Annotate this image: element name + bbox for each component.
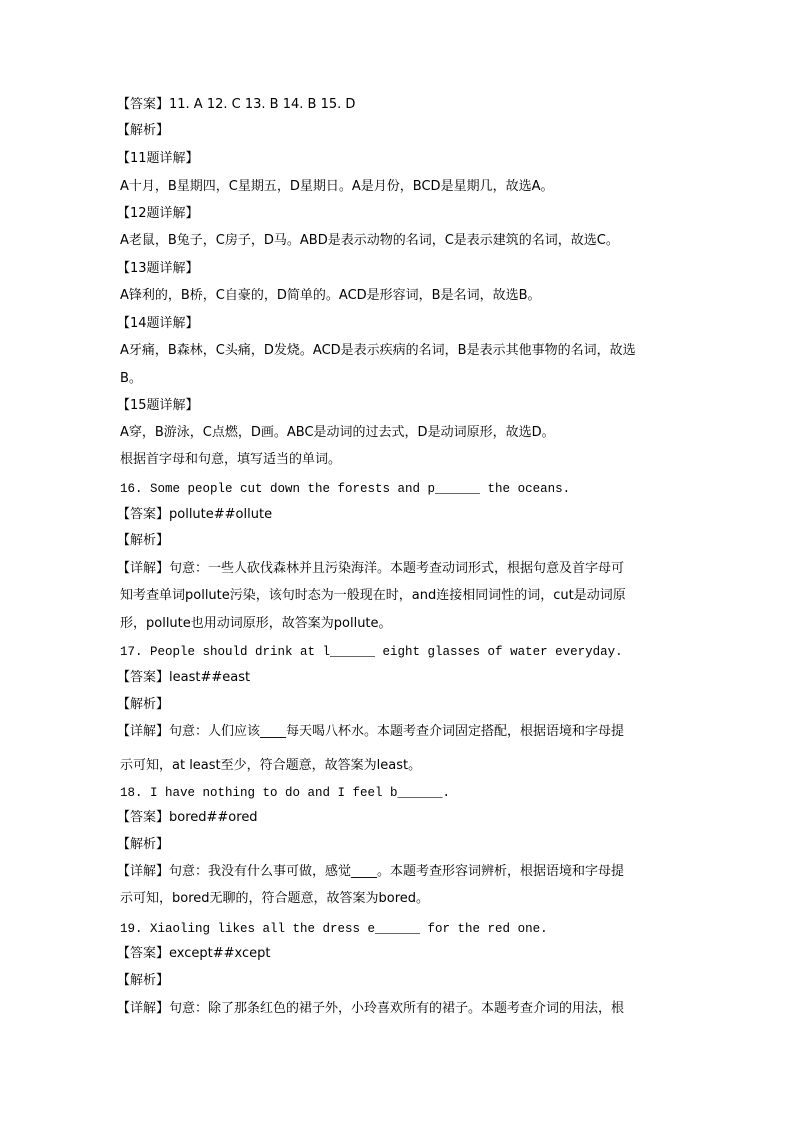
q14-text-line2: B。 xyxy=(120,371,142,386)
q12-heading: 【12题详解】 xyxy=(117,206,199,221)
q16-detail-line1: 【详解】句意：一些人砍伐森林并且污染海洋。本题考查动词形式，根据句意及首字母可 xyxy=(117,561,625,576)
q17-answer: 【答案】least##east xyxy=(117,670,251,685)
q14-text-line1: A牙痛，B森林，C头痛，D发烧。ACD是表示疾病的名词，B是表示其他事物的名词，故选 xyxy=(120,343,636,358)
analysis-label: 【解析】 xyxy=(117,123,170,138)
q17-detail-line1: 【详解】句意：人们应该____每天喝八杯水。本题考查介词固定搭配，根据语境和字母提 xyxy=(117,724,625,739)
q12-text: A老鼠，B兔子，C房子，D马。ABD是表示动物的名词，C是表示建筑的名词，故选C。 xyxy=(120,233,619,248)
q19-answer: 【答案】except##xcept xyxy=(117,946,271,961)
q15-text: A穿，B游泳，C点燃，D画。ABC是动词的过去式，D是动词原形，故选D。 xyxy=(120,425,555,440)
q19-question: 19. Xiaoling likes all the dress e______ for the red one. xyxy=(120,922,548,936)
q16-question: 16. Some people cut down the forests and p______ the oceans. xyxy=(120,482,571,496)
q19-detail-line1: 【详解】句意：除了那条红色的裙子外，小玲喜欢所有的裙子。本题考查介词的用法，根 xyxy=(117,1001,625,1016)
q18-detail-line2: 示可知，bored无聊的，符合题意，故答案为bored。 xyxy=(120,891,430,906)
q19-analysis-label: 【解析】 xyxy=(117,973,170,988)
q11-text: A十月，B星期四，C星期五，D星期日。A是月份，BCD是星期几，故选A。 xyxy=(120,179,554,194)
q17-question: 17. People should drink at l______ eight glasses of water everyday. xyxy=(120,645,623,659)
section-instruction: 根据首字母和句意，填写适当的单词。 xyxy=(120,452,342,467)
answer-line-11-15: 【答案】11. A 12. C 13. B 14. B 15. D xyxy=(117,97,356,112)
q18-question: 18. I have nothing to do and I feel b______. xyxy=(120,786,451,800)
q15-heading: 【15题详解】 xyxy=(117,398,199,413)
q16-answer: 【答案】pollute##ollute xyxy=(117,507,273,522)
q11-heading: 【11题详解】 xyxy=(117,151,199,166)
q13-heading: 【13题详解】 xyxy=(117,261,199,276)
q13-text: A锋利的，B桥，C自豪的，D简单的。ACD是形容词，B是名词，故选B。 xyxy=(120,288,541,303)
q14-heading: 【14题详解】 xyxy=(117,316,199,331)
q17-detail-line2: 示可知，at least至少，符合题意，故答案为least。 xyxy=(120,758,422,773)
q18-detail-line1: 【详解】句意：我没有什么事可做，感觉____。本题考查形容词辨析，根据语境和字母提 xyxy=(117,864,625,879)
q16-detail-line3: 形，pollute也用动词原形，故答案为pollute。 xyxy=(120,616,392,631)
q18-answer: 【答案】bored##ored xyxy=(117,810,258,825)
q16-analysis-label: 【解析】 xyxy=(117,533,170,548)
q18-analysis-label: 【解析】 xyxy=(117,837,170,852)
q16-detail-line2: 知考查单词pollute污染，该句时态为一般现在时，and连接相同词性的词，cut是动词原 xyxy=(120,588,626,603)
q17-analysis-label: 【解析】 xyxy=(117,697,170,712)
